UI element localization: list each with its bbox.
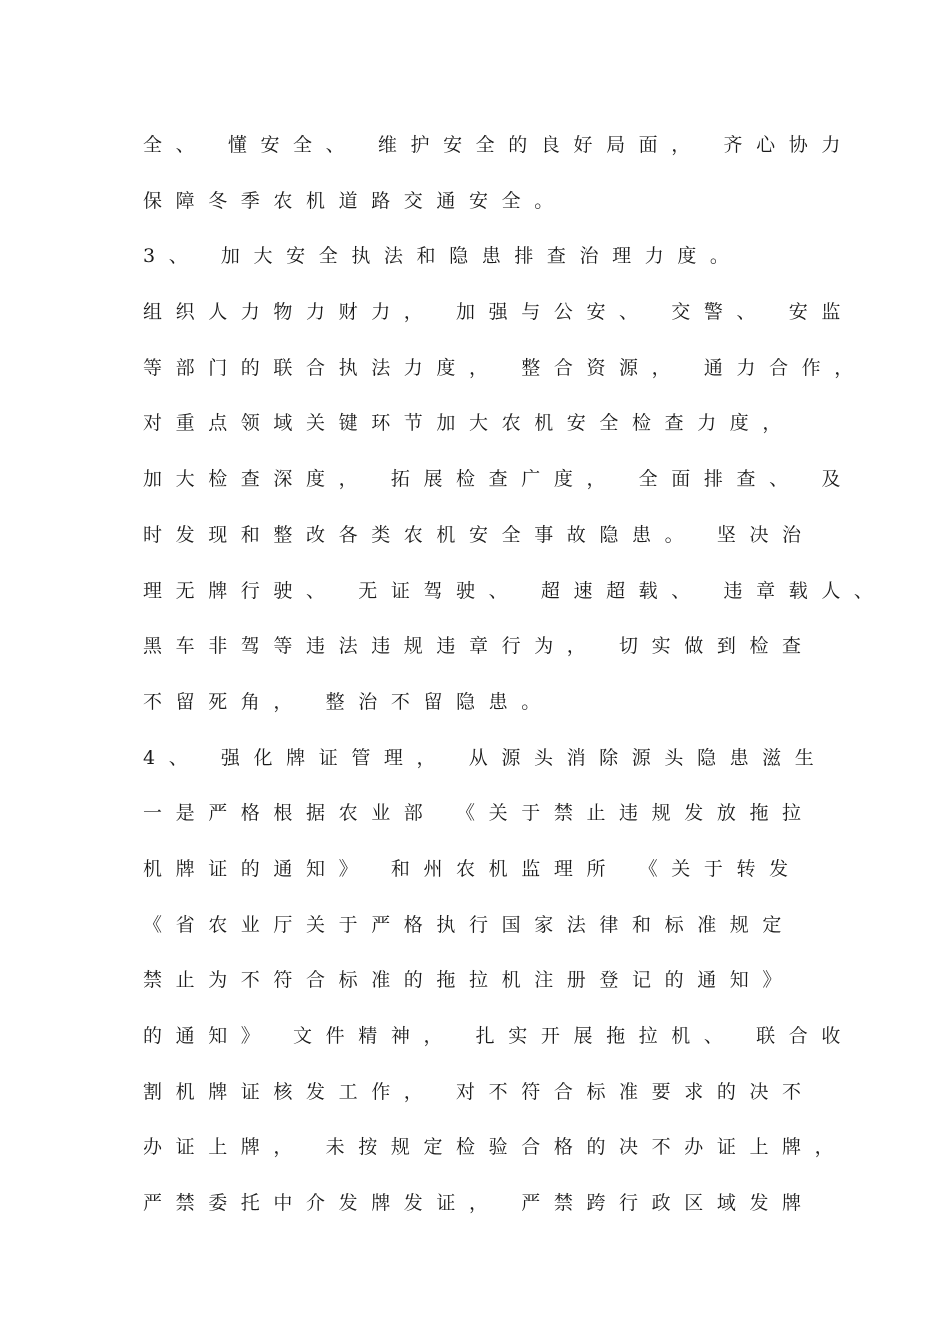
- text-line: 组织人力物力财力， 加强与公安、 交警、 安监: [143, 301, 854, 324]
- text-line: 时发现和整改各类农机安全事故隐患。 坚决治: [143, 523, 815, 546]
- text-line: 加大检查深度， 拓展检查广度， 全面排查、 及: [143, 468, 854, 491]
- text-line: 不留死角， 整治不留隐患。: [143, 690, 554, 713]
- text-line: 保障冬季农机道路交通安全。: [143, 189, 567, 212]
- text-line: 黑车非驾等违法违规违章行为， 切实做到检查: [143, 635, 815, 658]
- text-line: 一是严格根据农业部 《关于禁止违规发放拖拉: [143, 802, 815, 825]
- text-line: 割机牌证核发工作， 对不符合标准要求的决不: [143, 1080, 815, 1103]
- text-line: 办证上牌， 未按规定检验合格的决不办证上牌，: [143, 1136, 848, 1159]
- text-line: 的通知》 文件精神， 扎实开展拖拉机、 联合收: [143, 1025, 854, 1047]
- section-heading-3: 3、 加大安全执法和隐患排查治理力度。: [143, 245, 743, 268]
- text-line: 全、 懂安全、 维护安全的良好局面， 齐心协力: [143, 134, 854, 156]
- text-line: 严禁委托中介发牌发证， 严禁跨行政区域发牌: [143, 1192, 815, 1215]
- text-line: 理无牌行驶、 无证驾驶、 超速超载、 违章载人、: [143, 579, 887, 602]
- text-line: 对重点领域关键环节加大农机安全检查力度，: [143, 412, 796, 435]
- section-heading-4: 4、 强化牌证管理， 从源头消除源头隐患滋生: [143, 746, 828, 769]
- text-line: 禁止为不符合标准的拖拉机注册登记的通知》: [143, 969, 796, 992]
- body-text: [143, 118, 887, 1232]
- text-line: 机牌证的通知》 和州农机监理所 《关于转发: [143, 857, 802, 880]
- text-line: 等部门的联合执法力度， 整合资源， 通力合作，: [143, 356, 867, 379]
- text-line: 《省农业厅关于严格执行国家法律和标准规定: [143, 913, 796, 936]
